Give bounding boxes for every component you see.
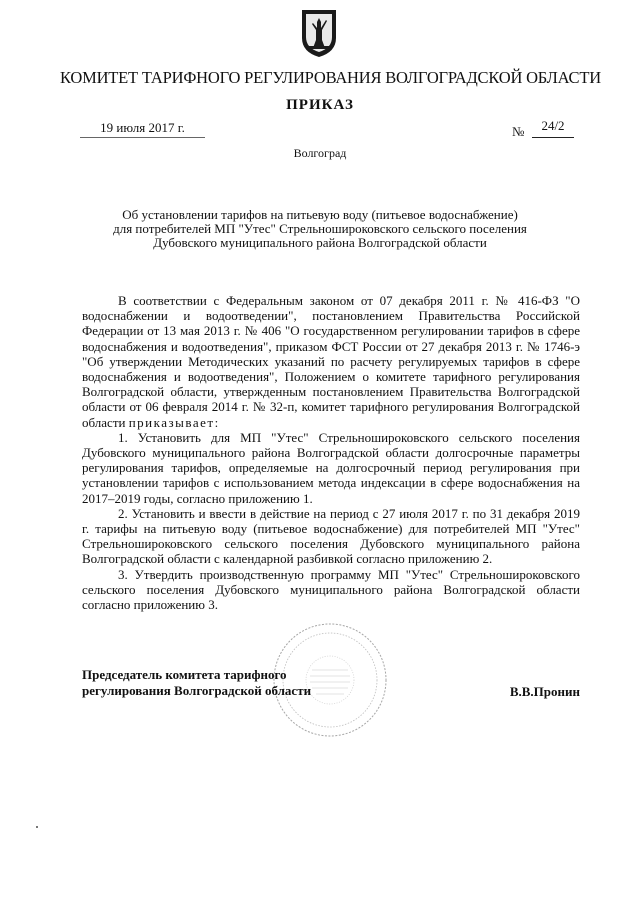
order-date: 19 июля 2017 г. [80,120,205,138]
number-sign: № [512,124,525,139]
order-item: 1. Установить для МП "Утес" Стрельношироковского сельского поселения Дубовского муниципального района Волгоградской области долгосрочные параметры регулирования тарифов, определяемые на долгосрочный период регулирования при установлении тарифов с использованием метода индексации в сфере водоснабжения на 2017–2019 годы, согласно приложению 1. [82,429,580,506]
order-item: 2. Установить и ввести в действие на период с 27 июля 2017 г. по 31 декабря 2019 г. тарифы на питьевую воду (питьевое водоснабжение) для потребителей МП "Утес" Стрельношироковского сельского поселения Дубовского муниципального района Волгоградской области с календарной разбивкой согласно приложению 2. [82,505,580,567]
position-line: Председатель комитета тарифного [82,667,287,682]
signatory-name: В.В.Пронин [509,684,580,699]
order-body [82,293,580,612]
subject-line: Об установлении тарифов на питьевую воду (питьевое водоснабжение) [122,207,518,222]
preamble-verb: приказывает: [128,414,220,430]
order-number: 24/2 [532,118,574,138]
order-subject [90,208,550,250]
document-type: ПРИКАЗ [286,97,354,113]
subject-line: для потребителей МП "Утес" Стрельношироковского сельского поселения [113,221,527,236]
order-item: 3. Утвердить производственную программу МП "Утес" Стрельношироковского сельского поселения Дубовского муниципального района Волгоградской области согласно приложению 3. [82,566,580,613]
preamble-text: В соответствии с Федеральным законом от 07 декабря 2011 г. № 416-ФЗ "О водоснабжении и водоотведении", постановлением Правительства Российской Федерации от 13 мая 2013 г. № 406 "О государственном регулировании тарифов в сфере водоснабжения и водоотведения", приказом ФСТ России от 27 декабря 2013 г. № 1746-э "Об утверждении Методических указаний по расчету регулируемых тарифов в сфере водоснабжения и водоотведения", Положением о комитете тарифного регулирования Волгоградской области, утвержденным постановлением Правительства Волгоградской области от 06 февраля 2014 г. № 32-п, комитет тарифного регулирования Волгоградской области [82,293,580,430]
preamble-paragraph [82,293,580,430]
date-underline [80,137,205,138]
signature-block [82,667,580,707]
order-number-block [512,118,574,138]
city: Волгоград [293,146,347,160]
position-line: регулирования Волгоградской области [82,683,312,698]
volgograd-coat-of-arms-icon [300,8,338,58]
subject-line: Дубовского муниципального района Волгоградской области [153,235,487,250]
scan-speck [36,826,38,828]
committee-name: КОМИТЕТ ТАРИФНОГО РЕГУЛИРОВАНИЯ ВОЛГОГРАДСКОЙ ОБЛАСТИ [60,68,601,87]
signatory-position [82,667,311,699]
